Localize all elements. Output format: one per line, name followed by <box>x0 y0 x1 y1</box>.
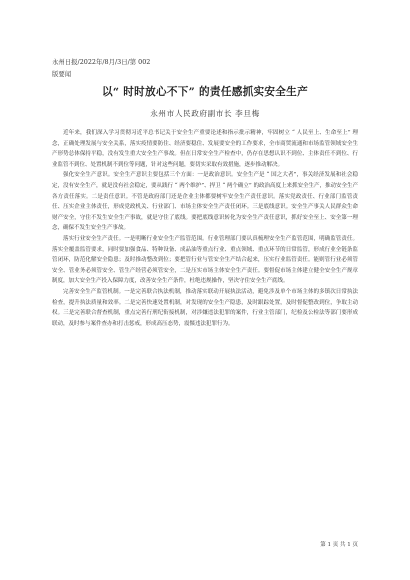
section-line: 版要闻 <box>52 70 72 78</box>
article-title: 以“ 时时放心不下” 的责任感抓实安全生产 <box>102 86 308 98</box>
paragraph: 近年来，我们深入学习贯彻习近平总书记关于安全生产重要论述和指示批示精神，牢固树立 “ 人民至上、生命至上” 理念，正确处理发展与安全关系，落实疫情要防住、经济要稳住、发展要安全的工作要求，全市商贸流通和市场监管领域安全生产形势总体保持平稳，没有发生重大安全生产事故。但在日常安全生产检查中，仍存在思想认识不到位、主体责任不到位、行业监管不到位、处置机制不到位等问题，针对这些问题，要切实采取有效措施，逐步推动解决。 <box>52 130 358 168</box>
source-line: 永州日报/2022年/8月/3日/第 002 <box>52 58 151 66</box>
paragraph: 完善安全生产监管机制。一是完善联合执法机制，推动落实联动开展执法活动，避免涉及单个市场主体的多镇次日常执法检查，提升执法质量和效率。二是完善快速处置机制，对发现的安全生产隐患，及时跟踪处置，及时督促整改到位，争取主动权。三是完善联合督查机制，重点完善行刑纪衔接机制，对涉嫌违法犯罪的案件，行业主管部门，纪检及公检法等部门要形成联动，及时参与案件查办和打击惩戒，形成高压态势，震慑违法犯罪行为。 <box>52 288 358 327</box>
article-byline: 永州市人民政府副市长 李旦梅 <box>150 109 260 118</box>
paragraph: 强化安全生产意识。安全生产意识主要包括三个方面：一是政治意识。安全生产是 “ 国之大者”，事关经济发展和社会稳定，没有安全生产，就是没有社会稳定，要从践行 “ 两个维护”、捍卫 “ 两个确立” 的政治高度上来抓安全生产，推动安全生产各方责任落实。二是责任意识。不管是政府部门还是企业主体都要树牢安全生产责任意识。落实党政责任、行业部门监管责任、压实企业主体责任，形成党政机关、行业部门、市场主体安全生产责任闭环。三是底线意识。安全生产事关人民群众生命财产安全，守住不发生安全生产事故，就是守住了底线。要把底线意识转化为安全生产责任意识，抓好安全至上、安全第一理念，确保不发生安全生产事故。 <box>52 172 358 232</box>
paragraph: 落实行业安全生产责任。一是明晰行业安全生产监管范围。行业管理部门要认真梳理安全生产监管范围，明确监管责任。落实全覆盖监管要求，同时要加强食品、特种设备、成品油等重点行业、重点领域、重点环节的日常监管，形成行业全链条监管闭环，防范化解安全隐患；及时推动整改到位；要把管行业与管安全生产结合起来，压实行业监管责任。能则管行业必须管安全、管业务必须管安全、管生产经营必须管安全，二是压实市场主体安全生产责任。要督促市场主体建立健全安全生产规章制度，加大安全生产投入保障力度，改善安全生产条件，杜绝违规操作，坚决守住安全生产底线。 <box>52 235 358 285</box>
page-number: 第 1 页 共 1 页 <box>320 542 358 548</box>
article-body <box>52 128 358 329</box>
newspaper-meta <box>52 56 150 80</box>
